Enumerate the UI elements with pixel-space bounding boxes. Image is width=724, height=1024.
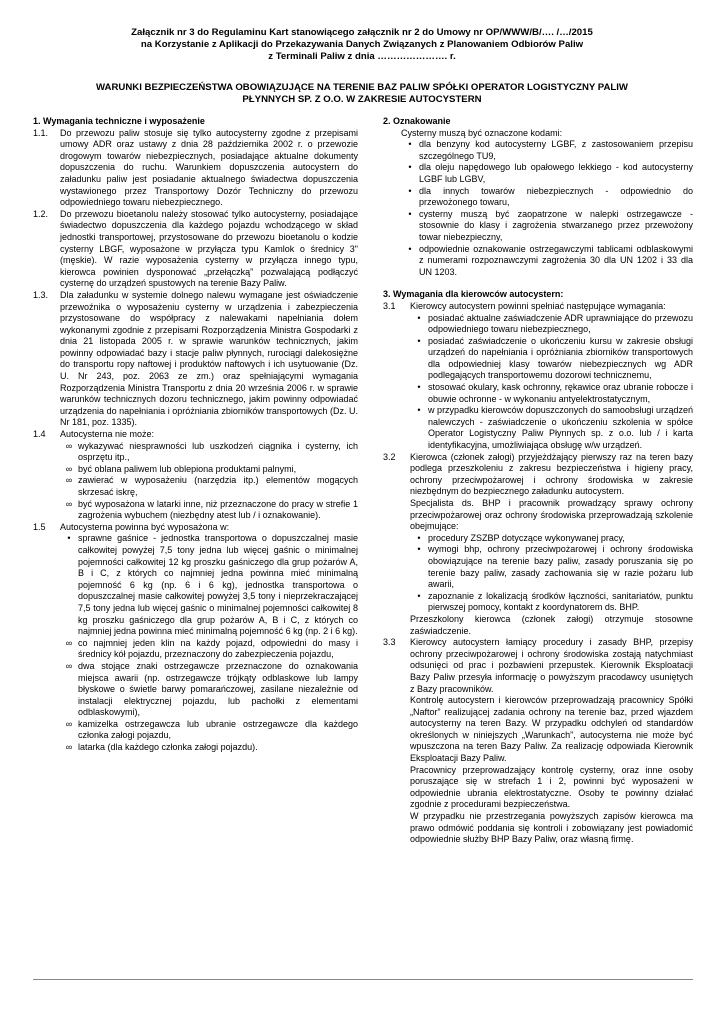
clause-3-2-list [410, 533, 693, 614]
list-item: ∞ co najmniej jeden klin na każdy pojazd, odpowiedni do masy i średnicy kół pojazdu, przeznaczony do zabezpieczenia pojazdu, [33, 638, 358, 661]
list-item: • dla oleju napędowego lub opałowego lekkiego - kod autocysterny LGBF lub LGBV, [401, 162, 693, 185]
left-column [33, 116, 358, 754]
clause-text: Kierowcy autocystern powinni spełniać następujące wymagania: [410, 300, 666, 311]
clause-text: W przypadku nie przestrzegania powyższych zapisów kierowca ma prawo odmówić poddania się kontroli i zobowiązany jest powiadomić odpowiednie służby BHP Bazy Paliw, oraz własną firmę. [410, 811, 693, 845]
section-3-heading: 3. Wymagania dla kierowców autocystern: [383, 289, 564, 300]
dot-bullet-icon: • [417, 382, 421, 393]
clause-number: 1.1. [33, 127, 49, 138]
dot-bullet-icon: • [408, 139, 412, 150]
list-item: • dla innych towarów niebezpiecznych - odpowiednio do przewożonego towaru, [401, 186, 693, 209]
clause-text: Specjalista ds. BHP i pracownik prowadzący sprawy ochrony przeciwpożarowej oraz ochrony środowiska przeprowadzają szkolenie obejmujące: [410, 498, 693, 532]
clause-number: 1.3. [33, 289, 49, 300]
list-item: • odpowiednie oznakowanie ostrzegawczymi tablicami odblaskowymi z numerami rozpoznawczymi zagrożenia 30 dla UN 1202 i 33 dla UN 1203. [401, 244, 693, 279]
document-title [40, 82, 684, 106]
spacer [383, 278, 693, 289]
list-item: • zapoznanie z lokalizacją środków łączności, sanitariatów, punktu pierwszej pomocy, kontakt z koordynatorem ds. BHP. [410, 591, 693, 614]
list-item: • posiadać zaświadczenie o ukończeniu kursu w zakresie obsługi urządzeń do napełniania i opróżniania zbiorników transportowych dla odpowiedniej klasy towarów niebezpiecznych wg ADR podlegających transportowemu dozorowi technicznemu, [410, 336, 693, 382]
clause-text: Kontrolę autocystern i kierowców przeprowadzają pracownicy Spółki „Naftor” realizującej zadania ochrony na terenie baz, przed wjazdem autocysterny na teren Bazy. W przypadku odchyleń od standardów określonych w niniejszych „Warunkach”, autocysterna nie może być wpuszczona na teren Bazy Paliw. Za realizację odpowiada Kierownik Eksploatacji Bazy Paliw. [410, 695, 693, 764]
dot-bullet-icon: • [417, 532, 421, 543]
clause-text: Pracownicy przeprowadzający kontrolę cysterny, oraz inne osoby poruszające się w strefach 1 i 2, powinni być wyposażeni w odpowiednie ubrania elektrostatyczne. Osoby te powinny działać zgodnie z procedurami bezpieczeństwa. [410, 764, 693, 810]
dot-bullet-icon: • [417, 405, 421, 416]
clause-text: Autocysterna powinna być wyposażona w: [60, 521, 230, 532]
clause-3-1 [383, 301, 693, 313]
dot-bullet-icon: • [67, 533, 71, 544]
clause-number: 1.4 [33, 429, 46, 440]
clause-number: 1.5 [33, 521, 46, 532]
dot-bullet-icon: • [417, 544, 421, 555]
dot-bullet-icon: • [408, 243, 412, 254]
infinity-bullet-icon: ∞ [65, 637, 73, 648]
footer-divider [33, 979, 693, 980]
section-2-intro: Cysterny muszą być oznaczone kodami: [401, 127, 563, 138]
clause-3-1-list [383, 313, 693, 452]
document-header [40, 27, 684, 63]
clause-text: Przeszkolony kierowca (członek załogi) otrzymuje stosowne zaświadczenie. [410, 613, 693, 636]
dot-bullet-icon: • [408, 208, 412, 219]
clause-1-4-list [33, 441, 358, 522]
dot-bullet-icon: • [417, 590, 421, 601]
infinity-bullet-icon: ∞ [65, 742, 73, 753]
clause-1-1 [33, 128, 358, 209]
infinity-bullet-icon: ∞ [65, 463, 73, 474]
list-item: ∞ być oblana paliwem lub oblepiona produktami palnymi, [33, 464, 358, 476]
title-line-2: PŁYNNYCH SP. Z O.O. W ZAKRESIE AUTOCYSTERN [242, 94, 482, 105]
clause-1-3 [33, 290, 358, 429]
clause-text: Autocysterna nie może: [60, 429, 155, 440]
clause-text: Dla załadunku w systemie dolnego nalewu wymagane jest oświadczenie przewoźnika o wyposażeniu cysterny w urządzenia i zabezpieczenia przystosowane do współpracy z nalewakami napełniania dołem wykonanymi zgodnie z przepisami Rozporządzenia Ministra Gospodarki z dnia 21 listopada 2005 r. w sprawie warunków technicznych, jakim powinny odpowiadać bazy i stacje paliw płynnych, rurociągi dalekosiężne do transportu ropy naftowej i produktów naftowych i ich usytuowanie (Dz. U. Nr 243, poz. 2063 ze zm.) oraz spełniającymi wymagania Rozporządzenia Ministra Transportu z dnia 20 września 2006 r. w sprawie warunków technicznych dozoru technicznego, jakim powinny odpowiadać urządzenia do napełniania i opróżniania zbiorników transportowych (Dz. U. Nr 181, poz. 1335). [60, 289, 358, 428]
right-column [383, 116, 693, 846]
dot-bullet-icon: • [408, 185, 412, 196]
clause-text: Do przewozu paliw stosuje się tylko autocysterny zgodne z przepisami umowy ADR oraz ustawy z dnia 28 października 2002 r. o przewozie drogowym towarów niebezpiecznych, posiadające aktualne dokumenty dopuszczenia do ruchu. Warunkiem dopuszczenia autocystern do załadunku paliw jest posiadanie aktualnego świadectwa dopuszczenia wystawionego przez Transportowy Dozór Techniczny do przewozu odpowiedniego towaru niebezpiecznego. [60, 127, 358, 208]
list-item: ∞ być wyposażona w latarki inne, niż przeznaczone do pracy w strefie 1 zagrożenia wybuchem (niezbędny atest lub / i oznakowanie). [33, 499, 358, 522]
clause-text: Kierowcy autocystern łamiący procedury i zasady BHP, przepisy ochrony przeciwpożarowej i ochrony środowiska zostają natychmiast odsunięci od prac i pozbawieni przepustek. Kierownik Eksploatacji Bazy Paliw przesyła informację o powyższym pracodawcy usuniętych z Bazy pracowników. [410, 637, 693, 694]
list-item: ∞ wykazywać niesprawności lub uszkodzeń ciągnika i cysterny, ich osprzętu itp., [33, 441, 358, 464]
infinity-bullet-icon: ∞ [65, 660, 73, 671]
list-item: • stosować okulary, kask ochronny, rękawice oraz ubranie robocze i obuwie ochronne - w wykonaniu antyelektrostatycznym, [410, 382, 693, 405]
header-line-1: Załącznik nr 3 do Regulaminu Kart stanowiącego załącznik nr 2 do Umowy nr OP/WWW/B/…. /…/2015 [131, 27, 593, 38]
clause-1-5-list [33, 533, 358, 753]
clause-3-2 [383, 452, 693, 638]
clause-1-5 [33, 522, 358, 534]
infinity-bullet-icon: ∞ [65, 498, 73, 509]
clause-text: Do przewozu bioetanolu należy stosować tylko autocysterny, posiadające świadectwo dopuszczenia dla każdego pojazdu wchodzącego w skład jednostki transportowej, przystosowane do przewozu bioetanolu o kodzie cysterny LBGF, wyposażone w przyłącza typu Kamlok o średnicy 3" (męskie). W razie wyposażenia cysterny w przyłącza innego typu, kierowca powinien dysponować „przełączką” pozwalającą podłączyć cysternę do urządzeń spustowych na terenie Bazy Paliw. [60, 208, 358, 289]
dot-bullet-icon: • [417, 312, 421, 323]
infinity-bullet-icon: ∞ [65, 718, 73, 729]
section-2-heading: 2. Oznakowanie [383, 116, 451, 126]
clause-1-2 [33, 209, 358, 290]
dot-bullet-icon: • [408, 162, 412, 173]
list-item: • sprawne gaśnice - jednostka transportowa o dopuszczalnej masie całkowitej powyżej 7,5 tony jedna lub więcej gaśnic o minimalnej pojemności całkowitej 12 kg proszku gaśniczego dla grup pożarów A, B i C, z których co najmniej jedna powinna mieć minimalną pojemność 6 kg (np. 6 i 6 kg), jednostka transportowa o dopuszczalnej masie całkowitej powyżej 3,5 tony i nieprzekraczającej 7,5 tony jedna lub więcej gaśnic o minimalnej pojemności całkowitej 8 kg proszku gaśniczego dla grup pożarów A, B i C, z których co najmniej jedna powinna mieć minimalną pojemność 6 kg (np. 2 i 6 kg). [33, 533, 358, 637]
list-item: ∞ zawierać w wyposażeniu (narzędzia itp.) elementów mogących skrzesać iskrę, [33, 475, 358, 498]
clause-number: 3.3 [383, 637, 396, 648]
infinity-bullet-icon: ∞ [65, 475, 73, 486]
list-item: • dla benzyny kod autocysterny LGBF, z zastosowaniem przepisu szczególnego TU9, [401, 139, 693, 162]
list-item: ∞ dwa stojące znaki ostrzegawcze przeznaczone do oznakowania miejsca awarii (np. ostrzegawcze trójkąty odblaskowe lub lampy błyskowe o świetle barwy pomarańczowej, zasilane niezależnie od instalacji elektrycznej pojazdu, lub pachołki z elementami odblaskowymi), [33, 661, 358, 719]
section-2-list [383, 139, 693, 278]
list-item: • cysterny muszą być zaopatrzone w nalepki ostrzegawcze - stosownie do klasy i zagrożenia stwarzanego przez przewożony towar niebezpieczny, [401, 209, 693, 244]
list-item: ∞ latarka (dla każdego członka załogi pojazdu). [33, 742, 358, 754]
list-item: • posiadać aktualne zaświadczenie ADR uprawniające do przewozu odpowiedniego towaru niebezpiecznego, [410, 313, 693, 336]
list-item: • procedury ZSZBP dotyczące wykonywanej pracy, [410, 533, 693, 545]
title-line-1: WARUNKI BEZPIECZEŃSTWA OBOWIĄZUJĄCE NA TERENIE BAZ PALIW SPÓŁKI OPERATOR LOGISTYCZNY PALIW [96, 82, 628, 93]
clause-3-3 [383, 637, 693, 846]
clause-number: 1.2. [33, 208, 49, 219]
list-item: • w przypadku kierowców dopuszczonych do samoobsługi urządzeń nalewczych - zaświadczenie o ukończeniu szkolenia w spółce Operator Logistyczny Paliw Płynnych sp. z o.o. lub / i karta identyfikacyjna, umożliwiająca obsługę w/w urządzeń. [410, 405, 693, 451]
infinity-bullet-icon: ∞ [65, 440, 73, 451]
header-line-3: z Terminali Paliw z dnia …………………. r. [268, 51, 456, 62]
list-item: • wymogi bhp, ochrony przeciwpożarowej i ochrony środowiska obowiązujące na terenie bazy paliw, zasady poruszania się po terenie bazy paliw, zasady zachowania się w razie pożaru lub awarii, [410, 544, 693, 590]
header-line-2: na Korzystanie z Aplikacji do Przekazywania Danych Związanych z Planowaniem Odbiorów Paliw [140, 39, 584, 50]
section-1-heading: 1. Wymagania techniczne i wyposażenie [33, 116, 205, 126]
clause-1-4 [33, 429, 358, 441]
dot-bullet-icon: • [417, 335, 421, 346]
clause-number: 3.1 [383, 300, 396, 311]
clause-text: Kierowca (członek załogi) przyjeżdżający pierwszy raz na teren bazy podlega przeszkoleniu z zakresu bezpieczeństwa i higieny pracy, ochrony przeciwpożarowej i ochrony środowiska w zakresie niezbędnym do bezpiecznego załadunku autocystern. [410, 451, 693, 497]
clause-number: 3.2 [383, 451, 396, 462]
list-item: ∞ kamizelka ostrzegawcza lub ubranie ostrzegawcze dla każdego członka załogi pojazdu, [33, 719, 358, 742]
